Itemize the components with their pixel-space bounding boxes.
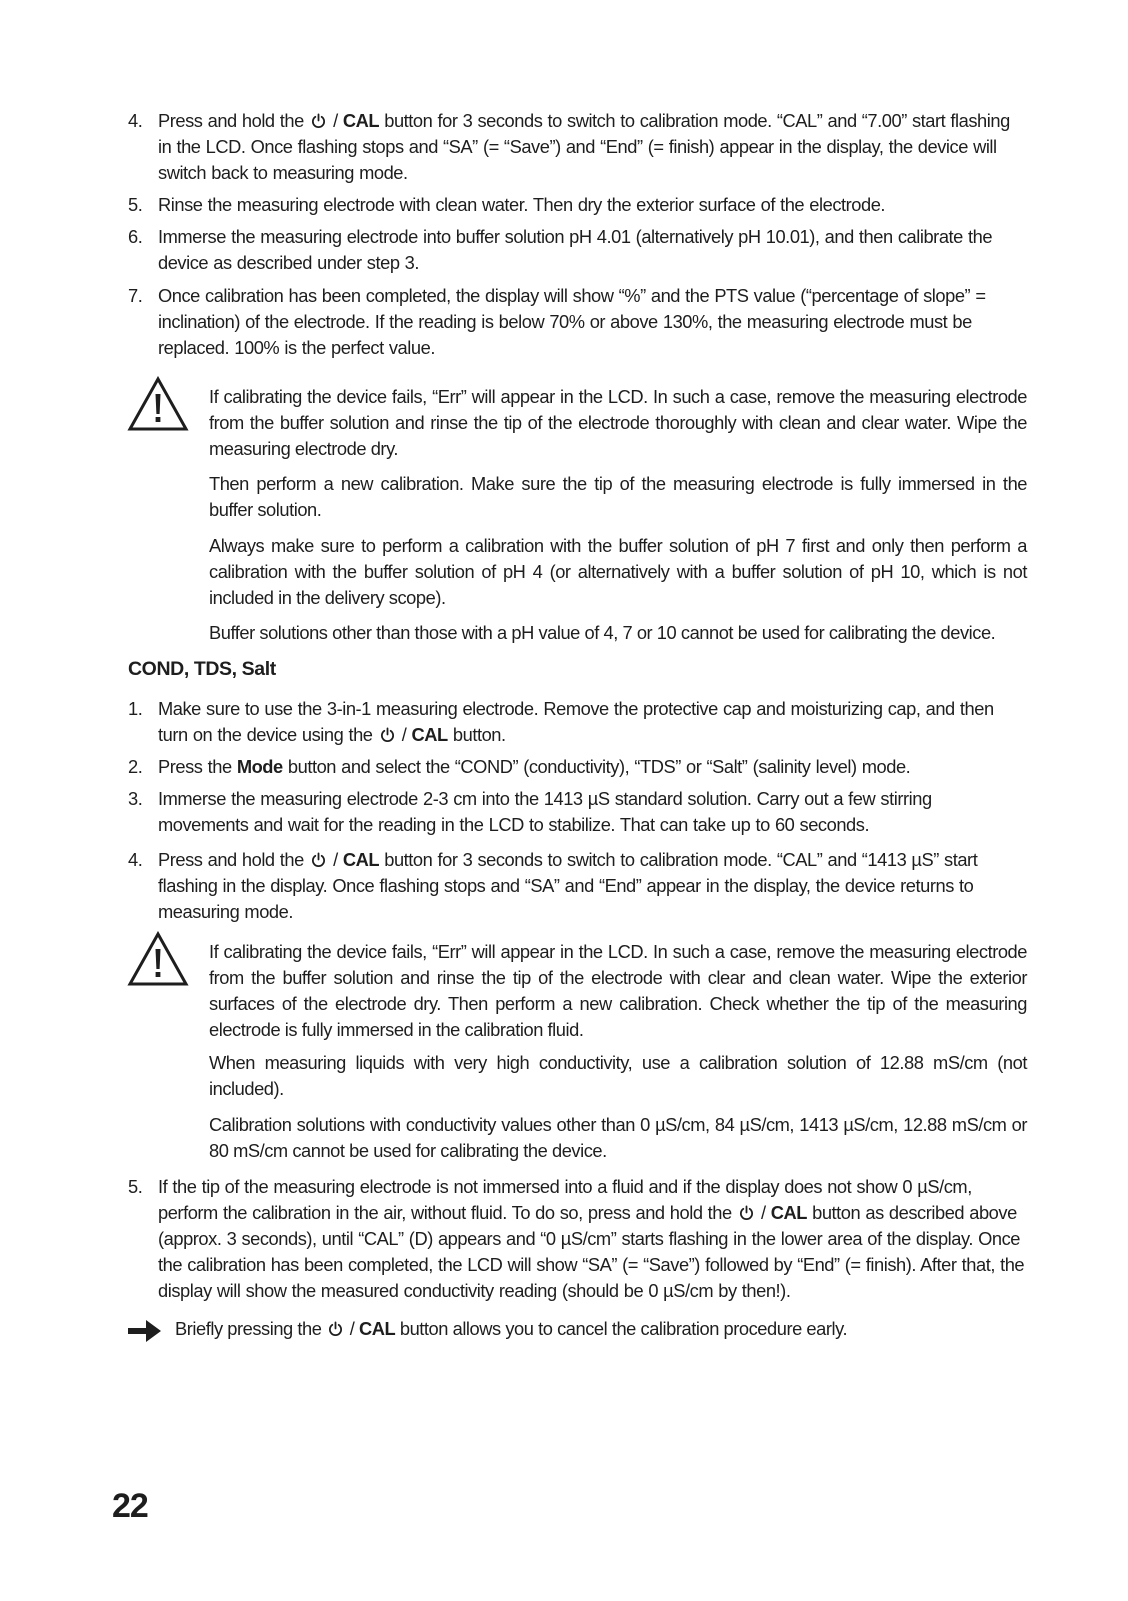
list-number: 3.	[128, 788, 143, 809]
page-number: 22	[112, 1487, 148, 1525]
list-text: Press the Mode button and select the “COND” (conductivity), “TDS” or “Salt” (salinity level) mode.	[158, 756, 911, 777]
list-text: Press and hold the / CAL button for 3 seconds to switch to calibration mode. “CAL” and “1413 µS” start flashing in the display. Once flashing stops and “SA” and “End” appear in the display, the device returns to measuring mode.	[158, 849, 978, 922]
list-text: If the tip of the measuring electrode is not immersed into a fluid and if the display does not show 0 µS/cm, perform the calibration in the air, without fluid. To do so, press and hold the / CAL button as described above (approx. 3 seconds), until “CAL” (D) appears and “0 µS/cm” starts flashing in the lower area of the display. Once the calibration has been completed, the LCD will show “SA” (= “Save”) followed by “End” (= finish). After that, the display will show the measured conductivity reading (should be 0 µS/cm by then!).	[158, 1176, 1025, 1301]
list-text: Once calibration has been completed, the display will show “%” and the PTS value (“percentage of slope” = inclination) of the electrode. If the reading is below 70% or above 130%, the measuring electrode must be replaced. 100% is the perfect value.	[158, 285, 986, 358]
power-icon	[311, 852, 326, 868]
tip-text: Briefly pressing the / CAL button allows you to cancel the calibration procedure early.	[175, 1318, 848, 1339]
list-number: 6.	[128, 226, 143, 247]
warning-paragraph: If calibrating the device fails, “Err” will appear in the LCD. In such a case, remove the measuring electrode from the buffer solution and rinse the tip of the electrode thoroughly with clean and clear water. Wipe the measuring electrode dry.	[209, 386, 1027, 459]
power-icon	[739, 1205, 754, 1221]
list-number: 5.	[128, 1176, 143, 1197]
list-text: Immerse the measuring electrode into buffer solution pH 4.01 (alternatively pH 10.01), and then calibrate the device as described under step 3.	[158, 226, 993, 273]
warning-paragraph: Always make sure to perform a calibration with the buffer solution of pH 7 first and only then perform a calibration with the buffer solution of pH 4 (or alternatively with a buffer solution of pH 10, which is not included in the delivery scope).	[209, 535, 1027, 608]
power-icon	[311, 113, 326, 129]
list-text: Make sure to use the 3-in-1 measuring electrode. Remove the protective cap and moisturizing cap, and then turn on the device using the / CAL button.	[158, 698, 994, 745]
warning-paragraph: When measuring liquids with very high conductivity, use a calibration solution of 12.88 mS/cm (not included).	[209, 1052, 1027, 1099]
list-text: Press and hold the / CAL button for 3 seconds to switch to calibration mode. “CAL” and “7.00” start flashing in the LCD. Once flashing stops and “SA” (= “Save”) and “End” (= finish) appear in the display, the device will switch back to measuring mode.	[158, 110, 1010, 183]
power-icon	[380, 727, 395, 743]
list-text: Rinse the measuring electrode with clean water. Then dry the exterior surface of the electrode.	[158, 194, 886, 215]
list-text: Immerse the measuring electrode 2-3 cm into the 1413 µS standard solution. Carry out a few stirring movements and wait for the reading in the LCD to stabilize. That can take up to 60 seconds.	[158, 788, 932, 835]
list-number: 1.	[128, 698, 143, 719]
warning-triangle-icon	[127, 376, 189, 432]
section-heading: COND, TDS, Salt	[128, 658, 276, 680]
warning-paragraph: Then perform a new calibration. Make sure the tip of the measuring electrode is fully immersed in the buffer solution.	[209, 473, 1027, 520]
list-number: 4.	[128, 110, 143, 131]
warning-paragraph: Calibration solutions with conductivity values other than 0 µS/cm, 84 µS/cm, 1413 µS/cm, 12.88 mS/cm or 80 mS/cm cannot be used for calibrating the device.	[209, 1114, 1027, 1161]
warning-triangle-icon	[127, 931, 189, 987]
list-number: 2.	[128, 756, 143, 777]
arrow-right-icon	[128, 1318, 162, 1344]
list-number: 7.	[128, 285, 143, 306]
list-number: 4.	[128, 849, 143, 870]
warning-paragraph: Buffer solutions other than those with a pH value of 4, 7 or 10 cannot be used for calibrating the device.	[209, 622, 996, 643]
power-icon	[328, 1321, 343, 1337]
warning-paragraph: If calibrating the device fails, “Err” will appear in the LCD. In such a case, remove the measuring electrode from the buffer solution and rinse the tip of the electrode with clear and clean water. Wipe the exterior surfaces of the electrode dry. Then perform a new calibration. Check whether the tip of the measuring electrode is fully immersed in the calibration fluid.	[209, 941, 1027, 1040]
list-number: 5.	[128, 194, 143, 215]
